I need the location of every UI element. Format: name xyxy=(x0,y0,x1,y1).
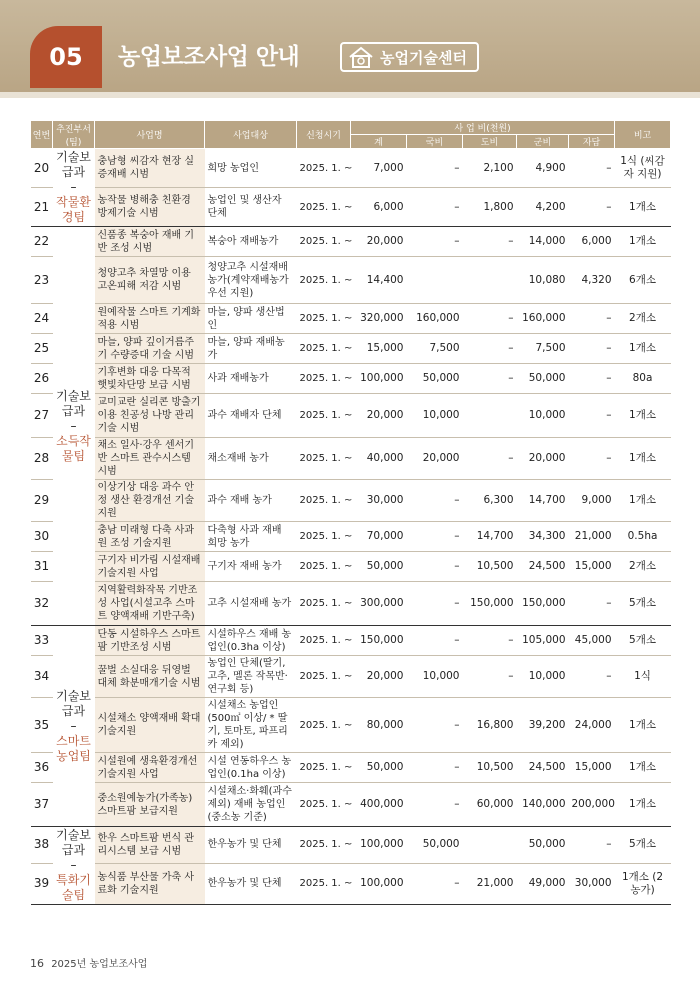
cell-national: – xyxy=(407,582,463,626)
center-label-box xyxy=(340,42,479,72)
row-number: 24 xyxy=(31,304,53,334)
cell-provincial xyxy=(463,394,517,438)
cell-name: 구기자 비가림 시설재배 기술지원 사업 xyxy=(95,552,205,582)
table-row xyxy=(31,827,671,864)
cell-name: 원예작물 스마트 기계화 적용 시범 xyxy=(95,304,205,334)
cell-name: 시설원예 생육환경개선 기술지원 사업 xyxy=(95,753,205,783)
row-number: 30 xyxy=(31,522,53,552)
cell-date: 2025. 1. ~ xyxy=(297,552,351,582)
cell-self: 15,000 xyxy=(569,552,615,582)
cell-target: 사과 재배농가 xyxy=(205,364,297,394)
cell-name: 청양고추 차열망 이용 고온피해 저감 시범 xyxy=(95,257,205,304)
table-row xyxy=(31,753,671,783)
cell-total: 20,000 xyxy=(351,394,407,438)
cell-note: 1개소 xyxy=(615,783,671,827)
cell-target: 고추 시설재배 농가 xyxy=(205,582,297,626)
col-total: 계 xyxy=(351,135,407,149)
row-number: 28 xyxy=(31,438,53,480)
chapter-badge: 05 xyxy=(30,26,102,88)
cell-date: 2025. 1. ~ xyxy=(297,188,351,227)
cell-county: 4,900 xyxy=(517,149,569,188)
row-number: 22 xyxy=(31,227,53,257)
cell-national: 50,000 xyxy=(407,827,463,864)
cell-county: 14,700 xyxy=(517,480,569,522)
cell-name: 농식품 부산물 가축 사료화 기술지원 xyxy=(95,863,205,904)
row-number: 38 xyxy=(31,827,53,864)
cell-note: 6개소 xyxy=(615,257,671,304)
table-row xyxy=(31,334,671,364)
col-note: 비고 xyxy=(615,121,671,149)
cell-date: 2025. 1. ~ xyxy=(297,149,351,188)
row-number: 32 xyxy=(31,582,53,626)
col-national: 국비 xyxy=(407,135,463,149)
cell-self: 45,000 xyxy=(569,626,615,656)
cell-date: 2025. 1. ~ xyxy=(297,227,351,257)
cell-name: 한우 스마트팜 번식 관리시스템 보급 시범 xyxy=(95,827,205,864)
cell-date: 2025. 1. ~ xyxy=(297,582,351,626)
dept-cell xyxy=(53,149,95,227)
cell-name: 마늘, 양파 깊이거름주기 수량증대 기술 시범 xyxy=(95,334,205,364)
cell-name: 기후변화 대응 다목적 햇빛차단망 보급 시범 xyxy=(95,364,205,394)
table-row xyxy=(31,188,671,227)
cell-county: 10,000 xyxy=(517,656,569,698)
cell-note: 1식 (씨감자 지원) xyxy=(615,149,671,188)
cell-target: 시설 연동하우스 농업인(0.1ha 이상) xyxy=(205,753,297,783)
cell-total: 400,000 xyxy=(351,783,407,827)
cell-target: 과수 재배자 단체 xyxy=(205,394,297,438)
table-row xyxy=(31,438,671,480)
cell-national: 7,500 xyxy=(407,334,463,364)
cell-provincial: 1,800 xyxy=(463,188,517,227)
cell-self: – xyxy=(569,149,615,188)
row-number: 20 xyxy=(31,149,53,188)
cell-national: – xyxy=(407,863,463,904)
row-number: 26 xyxy=(31,364,53,394)
cell-provincial: – xyxy=(463,334,517,364)
cell-name: 신품종 복숭아 재배 기반 조성 시범 xyxy=(95,227,205,257)
cell-note: 80a xyxy=(615,364,671,394)
cell-total: 6,000 xyxy=(351,188,407,227)
cell-total: 50,000 xyxy=(351,552,407,582)
cell-self: 9,000 xyxy=(569,480,615,522)
col-self: 자담 xyxy=(569,135,615,149)
dept-main: 기술보급과 xyxy=(56,388,91,418)
cell-county: 10,080 xyxy=(517,257,569,304)
cell-target: 한우농가 및 단체 xyxy=(205,863,297,904)
table-row xyxy=(31,552,671,582)
cell-date: 2025. 1. ~ xyxy=(297,863,351,904)
cell-note: 1개소 xyxy=(615,438,671,480)
cell-note: 1개소 xyxy=(615,753,671,783)
cell-self: – xyxy=(569,188,615,227)
cell-target: 마늘, 양파 생산법인 xyxy=(205,304,297,334)
cell-target: 희망 농업인 xyxy=(205,149,297,188)
cell-total: 14,400 xyxy=(351,257,407,304)
cell-self: 21,000 xyxy=(569,522,615,552)
page-number: 16 xyxy=(30,957,44,970)
cell-date: 2025. 1. ~ xyxy=(297,827,351,864)
cell-county: 14,000 xyxy=(517,227,569,257)
row-number: 25 xyxy=(31,334,53,364)
cell-note: 1개소 xyxy=(615,188,671,227)
table-row xyxy=(31,626,671,656)
cell-national: – xyxy=(407,522,463,552)
row-number: 23 xyxy=(31,257,53,304)
cell-target: 청양고추 시설재배 농가(계약재배농가 우선 지원) xyxy=(205,257,297,304)
cell-name: 중소원예농가(가족농) 스마트팜 보급지원 xyxy=(95,783,205,827)
cell-provincial: – xyxy=(463,227,517,257)
cell-note: 5개소 xyxy=(615,827,671,864)
cell-provincial xyxy=(463,827,517,864)
cell-national: – xyxy=(407,783,463,827)
cell-self: 6,000 xyxy=(569,227,615,257)
dept-sub: 특화기술팀 xyxy=(56,873,91,902)
cell-national: 160,000 xyxy=(407,304,463,334)
cell-name: 충남 미래형 다축 사과원 조성 기술지원 xyxy=(95,522,205,552)
cell-date: 2025. 1. ~ xyxy=(297,334,351,364)
cell-note: 1개소 xyxy=(615,698,671,753)
dept-dash: – xyxy=(70,180,77,194)
cell-target: 과수 재배 농가 xyxy=(205,480,297,522)
dept-main: 기술보급과 xyxy=(56,150,91,179)
cell-total: 20,000 xyxy=(351,227,407,257)
cell-name: 채소 일사·강우 센서기반 스마트 관수시스템 시범 xyxy=(95,438,205,480)
cell-national: – xyxy=(407,753,463,783)
subsidy-table xyxy=(30,120,671,905)
cell-self: 24,000 xyxy=(569,698,615,753)
cell-self: 200,000 xyxy=(569,783,615,827)
cell-national: – xyxy=(407,227,463,257)
cell-date: 2025. 1. ~ xyxy=(297,753,351,783)
cell-total: 100,000 xyxy=(351,827,407,864)
cell-self: 15,000 xyxy=(569,753,615,783)
cell-self: – xyxy=(569,582,615,626)
cell-target: 시설하우스 재배 농업인(0.3ha 이상) xyxy=(205,626,297,656)
cell-date: 2025. 1. ~ xyxy=(297,394,351,438)
page-title: 농업보조사업 안내 xyxy=(118,44,300,70)
table-row xyxy=(31,227,671,257)
cell-provincial: 10,500 xyxy=(463,552,517,582)
cell-county: 24,500 xyxy=(517,552,569,582)
cell-target: 마늘, 양파 재배농가 xyxy=(205,334,297,364)
cell-national xyxy=(407,257,463,304)
house-icon xyxy=(348,46,374,68)
table-row xyxy=(31,522,671,552)
cell-county: 50,000 xyxy=(517,364,569,394)
book-title: 2025년 농업보조사업 xyxy=(51,959,148,970)
col-county: 군비 xyxy=(517,135,569,149)
cell-provincial: 60,000 xyxy=(463,783,517,827)
cell-date: 2025. 1. ~ xyxy=(297,522,351,552)
cell-provincial: – xyxy=(463,656,517,698)
cell-date: 2025. 1. ~ xyxy=(297,698,351,753)
row-number: 27 xyxy=(31,394,53,438)
cell-national: – xyxy=(407,552,463,582)
cell-national: – xyxy=(407,698,463,753)
dept-cell xyxy=(53,626,95,827)
table-row xyxy=(31,394,671,438)
cell-county: 140,000 xyxy=(517,783,569,827)
table-row xyxy=(31,364,671,394)
col-budget: 사 업 비(천원) xyxy=(351,121,615,135)
cell-target: 시설채소·화훼(과수 제외) 재배 농업인 (중소농 기준) xyxy=(205,783,297,827)
page-footer xyxy=(30,955,147,970)
cell-provincial xyxy=(463,257,517,304)
dept-main: 기술보급과 xyxy=(56,828,91,857)
row-number: 21 xyxy=(31,188,53,227)
cell-county: 7,500 xyxy=(517,334,569,364)
cell-total: 70,000 xyxy=(351,522,407,552)
col-dept: 추진부서(팀) xyxy=(53,121,95,149)
cell-county: 105,000 xyxy=(517,626,569,656)
cell-target: 농업인 단체(딸기, 고추, 멜론 작목반·연구회 등) xyxy=(205,656,297,698)
table-row xyxy=(31,783,671,827)
cell-name: 교미교란 실리콘 방출기 이용 친공성 나방 관리기술 시범 xyxy=(95,394,205,438)
cell-target: 한우농가 및 단체 xyxy=(205,827,297,864)
cell-county: 160,000 xyxy=(517,304,569,334)
col-name: 사업명 xyxy=(95,121,205,149)
cell-date: 2025. 1. ~ xyxy=(297,656,351,698)
dept-sub: 소득작물팀 xyxy=(56,433,91,463)
dept-dash: – xyxy=(70,858,77,872)
row-number: 33 xyxy=(31,626,53,656)
cell-name: 단동 시설하우스 스마트팜 기반조성 시범 xyxy=(95,626,205,656)
cell-national: 50,000 xyxy=(407,364,463,394)
cell-county: 150,000 xyxy=(517,582,569,626)
cell-provincial: 21,000 xyxy=(463,863,517,904)
col-no: 연번 xyxy=(31,121,53,149)
cell-total: 150,000 xyxy=(351,626,407,656)
cell-total: 300,000 xyxy=(351,582,407,626)
cell-date: 2025. 1. ~ xyxy=(297,304,351,334)
dept-cell xyxy=(53,827,95,905)
cell-target: 다축형 사과 재배 희망 농가 xyxy=(205,522,297,552)
cell-provincial: – xyxy=(463,438,517,480)
table-row xyxy=(31,304,671,334)
table-row xyxy=(31,863,671,904)
cell-date: 2025. 1. ~ xyxy=(297,626,351,656)
cell-self: – xyxy=(569,304,615,334)
cell-county: 39,200 xyxy=(517,698,569,753)
cell-note: 1개소 (2농가) xyxy=(615,863,671,904)
row-number: 35 xyxy=(31,698,53,753)
col-target: 사업대상 xyxy=(205,121,297,149)
cell-self: 4,320 xyxy=(569,257,615,304)
cell-name: 지역활력화작목 기반조성 사업(시설고추 스마트 양액재배 기반구축) xyxy=(95,582,205,626)
cell-total: 100,000 xyxy=(351,863,407,904)
cell-county: 34,300 xyxy=(517,522,569,552)
dept-sub: 작물환경팀 xyxy=(56,195,91,224)
cell-note: 1개소 xyxy=(615,394,671,438)
row-number: 34 xyxy=(31,656,53,698)
cell-note: 5개소 xyxy=(615,582,671,626)
cell-provincial: – xyxy=(463,626,517,656)
cell-note: 1개소 xyxy=(615,480,671,522)
dept-sub: 스마트농업팀 xyxy=(56,733,91,763)
cell-national: 10,000 xyxy=(407,394,463,438)
cell-provincial: – xyxy=(463,304,517,334)
cell-target: 복숭아 재배농가 xyxy=(205,227,297,257)
cell-target: 구기자 재배 농가 xyxy=(205,552,297,582)
cell-name: 시설채소 양액재배 확대 기술지원 xyxy=(95,698,205,753)
row-number: 37 xyxy=(31,783,53,827)
cell-provincial: 2,100 xyxy=(463,149,517,188)
cell-total: 15,000 xyxy=(351,334,407,364)
table-row xyxy=(31,480,671,522)
header-divider xyxy=(0,92,700,98)
cell-provincial: 14,700 xyxy=(463,522,517,552)
table-row xyxy=(31,149,671,188)
cell-note: 2개소 xyxy=(615,552,671,582)
col-provincial: 도비 xyxy=(463,135,517,149)
cell-self: – xyxy=(569,656,615,698)
cell-name: 충남형 씨감자 현장 실증재배 시범 xyxy=(95,149,205,188)
cell-date: 2025. 1. ~ xyxy=(297,783,351,827)
cell-target: 농업인 및 생산자 단체 xyxy=(205,188,297,227)
cell-self: – xyxy=(569,364,615,394)
cell-self: – xyxy=(569,394,615,438)
cell-note: 5개소 xyxy=(615,626,671,656)
cell-total: 80,000 xyxy=(351,698,407,753)
cell-national: 10,000 xyxy=(407,656,463,698)
cell-total: 320,000 xyxy=(351,304,407,334)
row-number: 29 xyxy=(31,480,53,522)
cell-note: 2개소 xyxy=(615,304,671,334)
cell-county: 10,000 xyxy=(517,394,569,438)
row-number: 36 xyxy=(31,753,53,783)
cell-note: 1식 xyxy=(615,656,671,698)
row-number: 31 xyxy=(31,552,53,582)
cell-provincial: 150,000 xyxy=(463,582,517,626)
cell-date: 2025. 1. ~ xyxy=(297,364,351,394)
dept-dash: – xyxy=(70,418,77,433)
cell-national: – xyxy=(407,149,463,188)
row-number: 39 xyxy=(31,863,53,904)
cell-target: 채소재배 농가 xyxy=(205,438,297,480)
cell-county: 4,200 xyxy=(517,188,569,227)
cell-date: 2025. 1. ~ xyxy=(297,438,351,480)
cell-note: 1개소 xyxy=(615,227,671,257)
center-label: 농업기술센터 xyxy=(380,48,467,67)
cell-date: 2025. 1. ~ xyxy=(297,480,351,522)
cell-provincial: 16,800 xyxy=(463,698,517,753)
cell-total: 20,000 xyxy=(351,656,407,698)
cell-county: 50,000 xyxy=(517,827,569,864)
cell-county: 24,500 xyxy=(517,753,569,783)
cell-self: – xyxy=(569,827,615,864)
table-row xyxy=(31,582,671,626)
cell-total: 50,000 xyxy=(351,753,407,783)
cell-county: 20,000 xyxy=(517,438,569,480)
dept-dash: – xyxy=(70,718,77,733)
cell-note: 0.5ha xyxy=(615,522,671,552)
table-row xyxy=(31,257,671,304)
col-date: 신청시기 xyxy=(297,121,351,149)
cell-national: – xyxy=(407,188,463,227)
dept-cell xyxy=(53,227,95,626)
cell-national: – xyxy=(407,480,463,522)
cell-national: – xyxy=(407,626,463,656)
cell-provincial: – xyxy=(463,364,517,394)
cell-self: 30,000 xyxy=(569,863,615,904)
cell-note: 1개소 xyxy=(615,334,671,364)
cell-total: 7,000 xyxy=(351,149,407,188)
cell-total: 30,000 xyxy=(351,480,407,522)
cell-name: 이상기상 대응 과수 안정 생산 환경개선 기술지원 xyxy=(95,480,205,522)
cell-county: 49,000 xyxy=(517,863,569,904)
cell-name: 꿀벌 소실대응 뒤영벌 대체 화분매개기술 시범 xyxy=(95,656,205,698)
cell-provincial: 6,300 xyxy=(463,480,517,522)
cell-self: – xyxy=(569,438,615,480)
table-row xyxy=(31,698,671,753)
cell-total: 40,000 xyxy=(351,438,407,480)
cell-target: 시설채소 농업인(500㎡ 이상/ * 딸기, 토마토, 파프리카 제외) xyxy=(205,698,297,753)
table-row xyxy=(31,656,671,698)
cell-total: 100,000 xyxy=(351,364,407,394)
cell-date: 2025. 1. ~ xyxy=(297,257,351,304)
cell-name: 농작물 병해충 친환경 방제기술 시범 xyxy=(95,188,205,227)
cell-provincial: 10,500 xyxy=(463,753,517,783)
cell-self: – xyxy=(569,334,615,364)
cell-national: 20,000 xyxy=(407,438,463,480)
dept-main: 기술보급과 xyxy=(56,688,91,718)
